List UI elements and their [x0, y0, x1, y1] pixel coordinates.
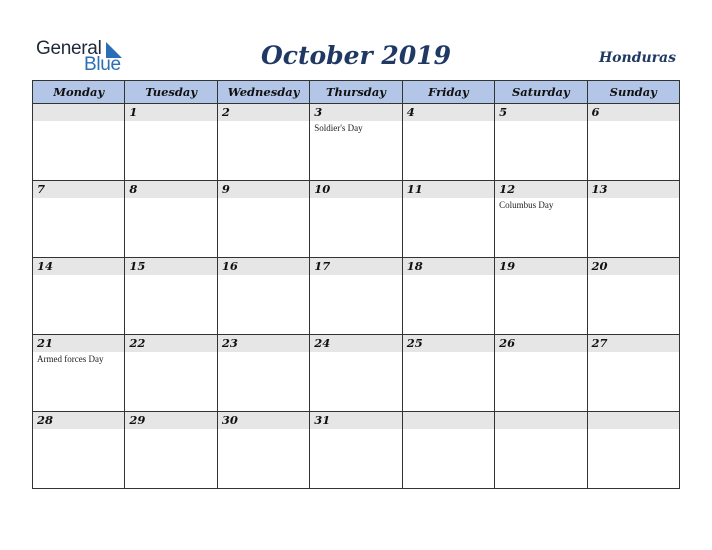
calendar-day-cell [587, 412, 679, 489]
calendar-week-row [33, 104, 680, 181]
day-number [33, 104, 124, 121]
day-number: 23 [218, 335, 309, 352]
day-number: 5 [495, 104, 586, 121]
calendar-day-cell [33, 104, 125, 181]
holiday-label [33, 275, 124, 277]
weekday-monday: Monday [33, 81, 125, 104]
holiday-label [403, 429, 494, 431]
holiday-label [310, 198, 401, 200]
calendar-day-cell [125, 335, 217, 412]
brand-name-blue: Blue [84, 54, 121, 75]
calendar-day-cell [402, 258, 494, 335]
country-label: Honduras [598, 50, 676, 66]
calendar-week-row [33, 258, 680, 335]
day-number: 28 [33, 412, 124, 429]
day-number: 7 [33, 181, 124, 198]
calendar-day-cell [217, 181, 309, 258]
calendar-grid [32, 80, 680, 489]
day-number: 8 [125, 181, 216, 198]
day-number: 15 [125, 258, 216, 275]
holiday-label [218, 198, 309, 200]
holiday-label: Columbus Day [499, 200, 554, 210]
holiday-label [310, 352, 401, 354]
holiday-label [33, 429, 124, 431]
weekday-thursday: Thursday [310, 81, 402, 104]
day-number: 4 [403, 104, 494, 121]
day-number [403, 412, 494, 429]
holiday-label [125, 429, 216, 431]
holiday-label [588, 275, 679, 277]
day-number: 2 [218, 104, 309, 121]
holiday-label [495, 352, 586, 354]
day-number: 18 [403, 258, 494, 275]
day-number: 1 [125, 104, 216, 121]
page-title: October 2019 [260, 41, 452, 70]
holiday-label [403, 352, 494, 354]
holiday-label [33, 198, 124, 200]
calendar-day-cell [495, 104, 587, 181]
holiday-label [588, 121, 679, 123]
holiday-label: Soldier's Day [314, 123, 363, 133]
weekday-saturday: Saturday [495, 81, 587, 104]
day-number: 11 [403, 181, 494, 198]
holiday-label [125, 352, 216, 354]
calendar-day-cell [402, 412, 494, 489]
brand-name-general: General [36, 38, 102, 59]
day-number: 22 [125, 335, 216, 352]
holiday-label [403, 198, 494, 200]
calendar-day-cell [125, 104, 217, 181]
calendar-day-cell [495, 258, 587, 335]
day-number: 30 [218, 412, 309, 429]
calendar-day-cell [125, 181, 217, 258]
day-number: 6 [588, 104, 679, 121]
holiday-label [403, 121, 494, 123]
calendar-day-cell [310, 104, 402, 181]
calendar-day-cell [310, 181, 402, 258]
day-number: 10 [310, 181, 401, 198]
holiday-label [310, 429, 401, 431]
weekday-tuesday: Tuesday [125, 81, 217, 104]
calendar-day-cell [587, 104, 679, 181]
calendar-day-cell [402, 104, 494, 181]
weekday-wednesday: Wednesday [217, 81, 309, 104]
day-number: 27 [588, 335, 679, 352]
calendar-day-cell [587, 181, 679, 258]
calendar-day-cell [125, 258, 217, 335]
holiday-label [495, 429, 586, 431]
holiday-label [125, 275, 216, 277]
holiday-label [125, 198, 216, 200]
holiday-label [218, 429, 309, 431]
day-number: 19 [495, 258, 586, 275]
day-number: 24 [310, 335, 401, 352]
day-number: 9 [218, 181, 309, 198]
day-number: 29 [125, 412, 216, 429]
holiday-label [125, 121, 216, 123]
calendar-day-cell [310, 412, 402, 489]
calendar-day-cell [587, 258, 679, 335]
holiday-label [310, 275, 401, 277]
calendar-day-cell [217, 335, 309, 412]
day-number: 12 [495, 181, 586, 198]
calendar-day-cell [310, 258, 402, 335]
day-number: 17 [310, 258, 401, 275]
day-number: 31 [310, 412, 401, 429]
calendar-day-cell [33, 412, 125, 489]
calendar-day-cell [33, 258, 125, 335]
holiday-label [588, 429, 679, 431]
day-number: 14 [33, 258, 124, 275]
holiday-label [218, 121, 309, 123]
holiday-label [495, 275, 586, 277]
calendar-day-cell [495, 181, 587, 258]
holiday-label [495, 121, 586, 123]
calendar-week-row [33, 335, 680, 412]
calendar-day-cell [33, 181, 125, 258]
holiday-label [218, 275, 309, 277]
day-number: 16 [218, 258, 309, 275]
calendar-week-row [33, 181, 680, 258]
weekday-header-row [33, 81, 680, 104]
holiday-label [588, 198, 679, 200]
calendar-week-row [33, 412, 680, 489]
calendar-day-cell [33, 335, 125, 412]
day-number [495, 412, 586, 429]
holiday-label [403, 275, 494, 277]
holiday-label [33, 121, 124, 123]
holiday-label [218, 352, 309, 354]
holiday-label: Armed forces Day [37, 354, 104, 364]
day-number: 26 [495, 335, 586, 352]
calendar-day-cell [402, 181, 494, 258]
calendar-day-cell [402, 335, 494, 412]
day-number: 21 [33, 335, 124, 352]
day-number: 3 [310, 104, 401, 121]
day-number: 13 [588, 181, 679, 198]
calendar-day-cell [125, 412, 217, 489]
calendar-day-cell [217, 104, 309, 181]
calendar-day-cell [310, 335, 402, 412]
holiday-label [588, 352, 679, 354]
calendar-day-cell [495, 412, 587, 489]
day-number: 25 [403, 335, 494, 352]
calendar-day-cell [495, 335, 587, 412]
weekday-sunday: Sunday [587, 81, 679, 104]
weekday-friday: Friday [402, 81, 494, 104]
calendar-day-cell [587, 335, 679, 412]
day-number: 20 [588, 258, 679, 275]
day-number [588, 412, 679, 429]
calendar-day-cell [217, 258, 309, 335]
calendar-day-cell [217, 412, 309, 489]
